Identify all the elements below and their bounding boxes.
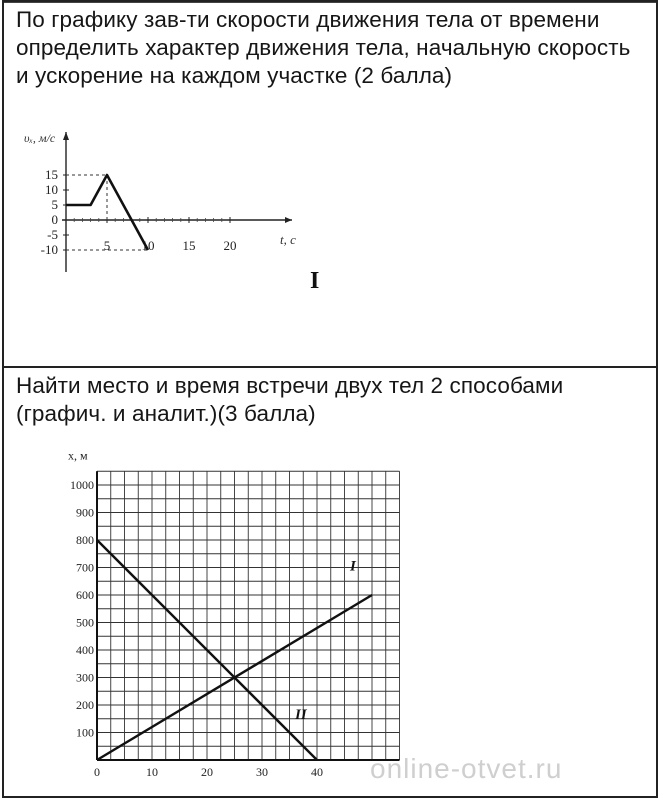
x-tick-label: 5 [103, 238, 111, 253]
velocity-time-chart [14, 120, 314, 280]
x-tick-label: 10 [146, 765, 158, 779]
figure-label-I: I [310, 268, 320, 294]
y-tick-label: 400 [76, 643, 94, 657]
y-tick-label: -10 [40, 242, 58, 257]
y-tick-label: 200 [76, 698, 94, 712]
y-axis-label: x, м [68, 448, 88, 463]
y-axis-label: υₓ, м/с [24, 131, 56, 145]
x-axis-arrow [285, 217, 292, 223]
y-tick-label: 5 [51, 197, 58, 212]
x-tick-label: 10 [141, 238, 155, 253]
series-label-2: II [295, 706, 307, 723]
y-tick-label: 1000 [70, 478, 94, 492]
y-tick-label: 100 [76, 725, 94, 740]
y-tick-label: 800 [76, 533, 94, 547]
x-tick-label: 20 [223, 238, 237, 253]
watermark: online-otvet.ru [370, 753, 563, 784]
x-tick-label: 15 [182, 238, 196, 253]
task-1-text: По графику зав-ти скорости движения тела от времени определить характер движения тела, начальную скорость и ускорение на каждом участке (2 балла) [16, 7, 631, 88]
y-axis-arrow [63, 132, 69, 140]
x-tick-label: 40 [311, 765, 323, 779]
y-tick-label: 15 [45, 167, 58, 182]
y-tick-label: 700 [76, 560, 94, 575]
y-tick-label: 300 [76, 670, 94, 685]
y-tick-label: 900 [76, 505, 94, 520]
x-tick-label: 0 [94, 765, 100, 779]
x-tick-label: 30 [256, 765, 268, 779]
x-axis-label: t, с [280, 232, 296, 247]
y-tick-label: 500 [76, 615, 94, 630]
y-tick-label: 10 [45, 182, 58, 197]
y-tick-label: 600 [76, 588, 94, 602]
series-label-1: I [350, 558, 356, 575]
position-time-chart [50, 440, 410, 790]
y-tick-label: -5 [47, 227, 58, 242]
row-divider [2, 366, 658, 368]
task-2-text: Найти место и время встречи двух тел 2 способами (графич. и аналит.)(3 балла) [16, 373, 564, 426]
y-tick-label: 0 [51, 212, 58, 227]
x-tick-label: 20 [201, 765, 213, 779]
